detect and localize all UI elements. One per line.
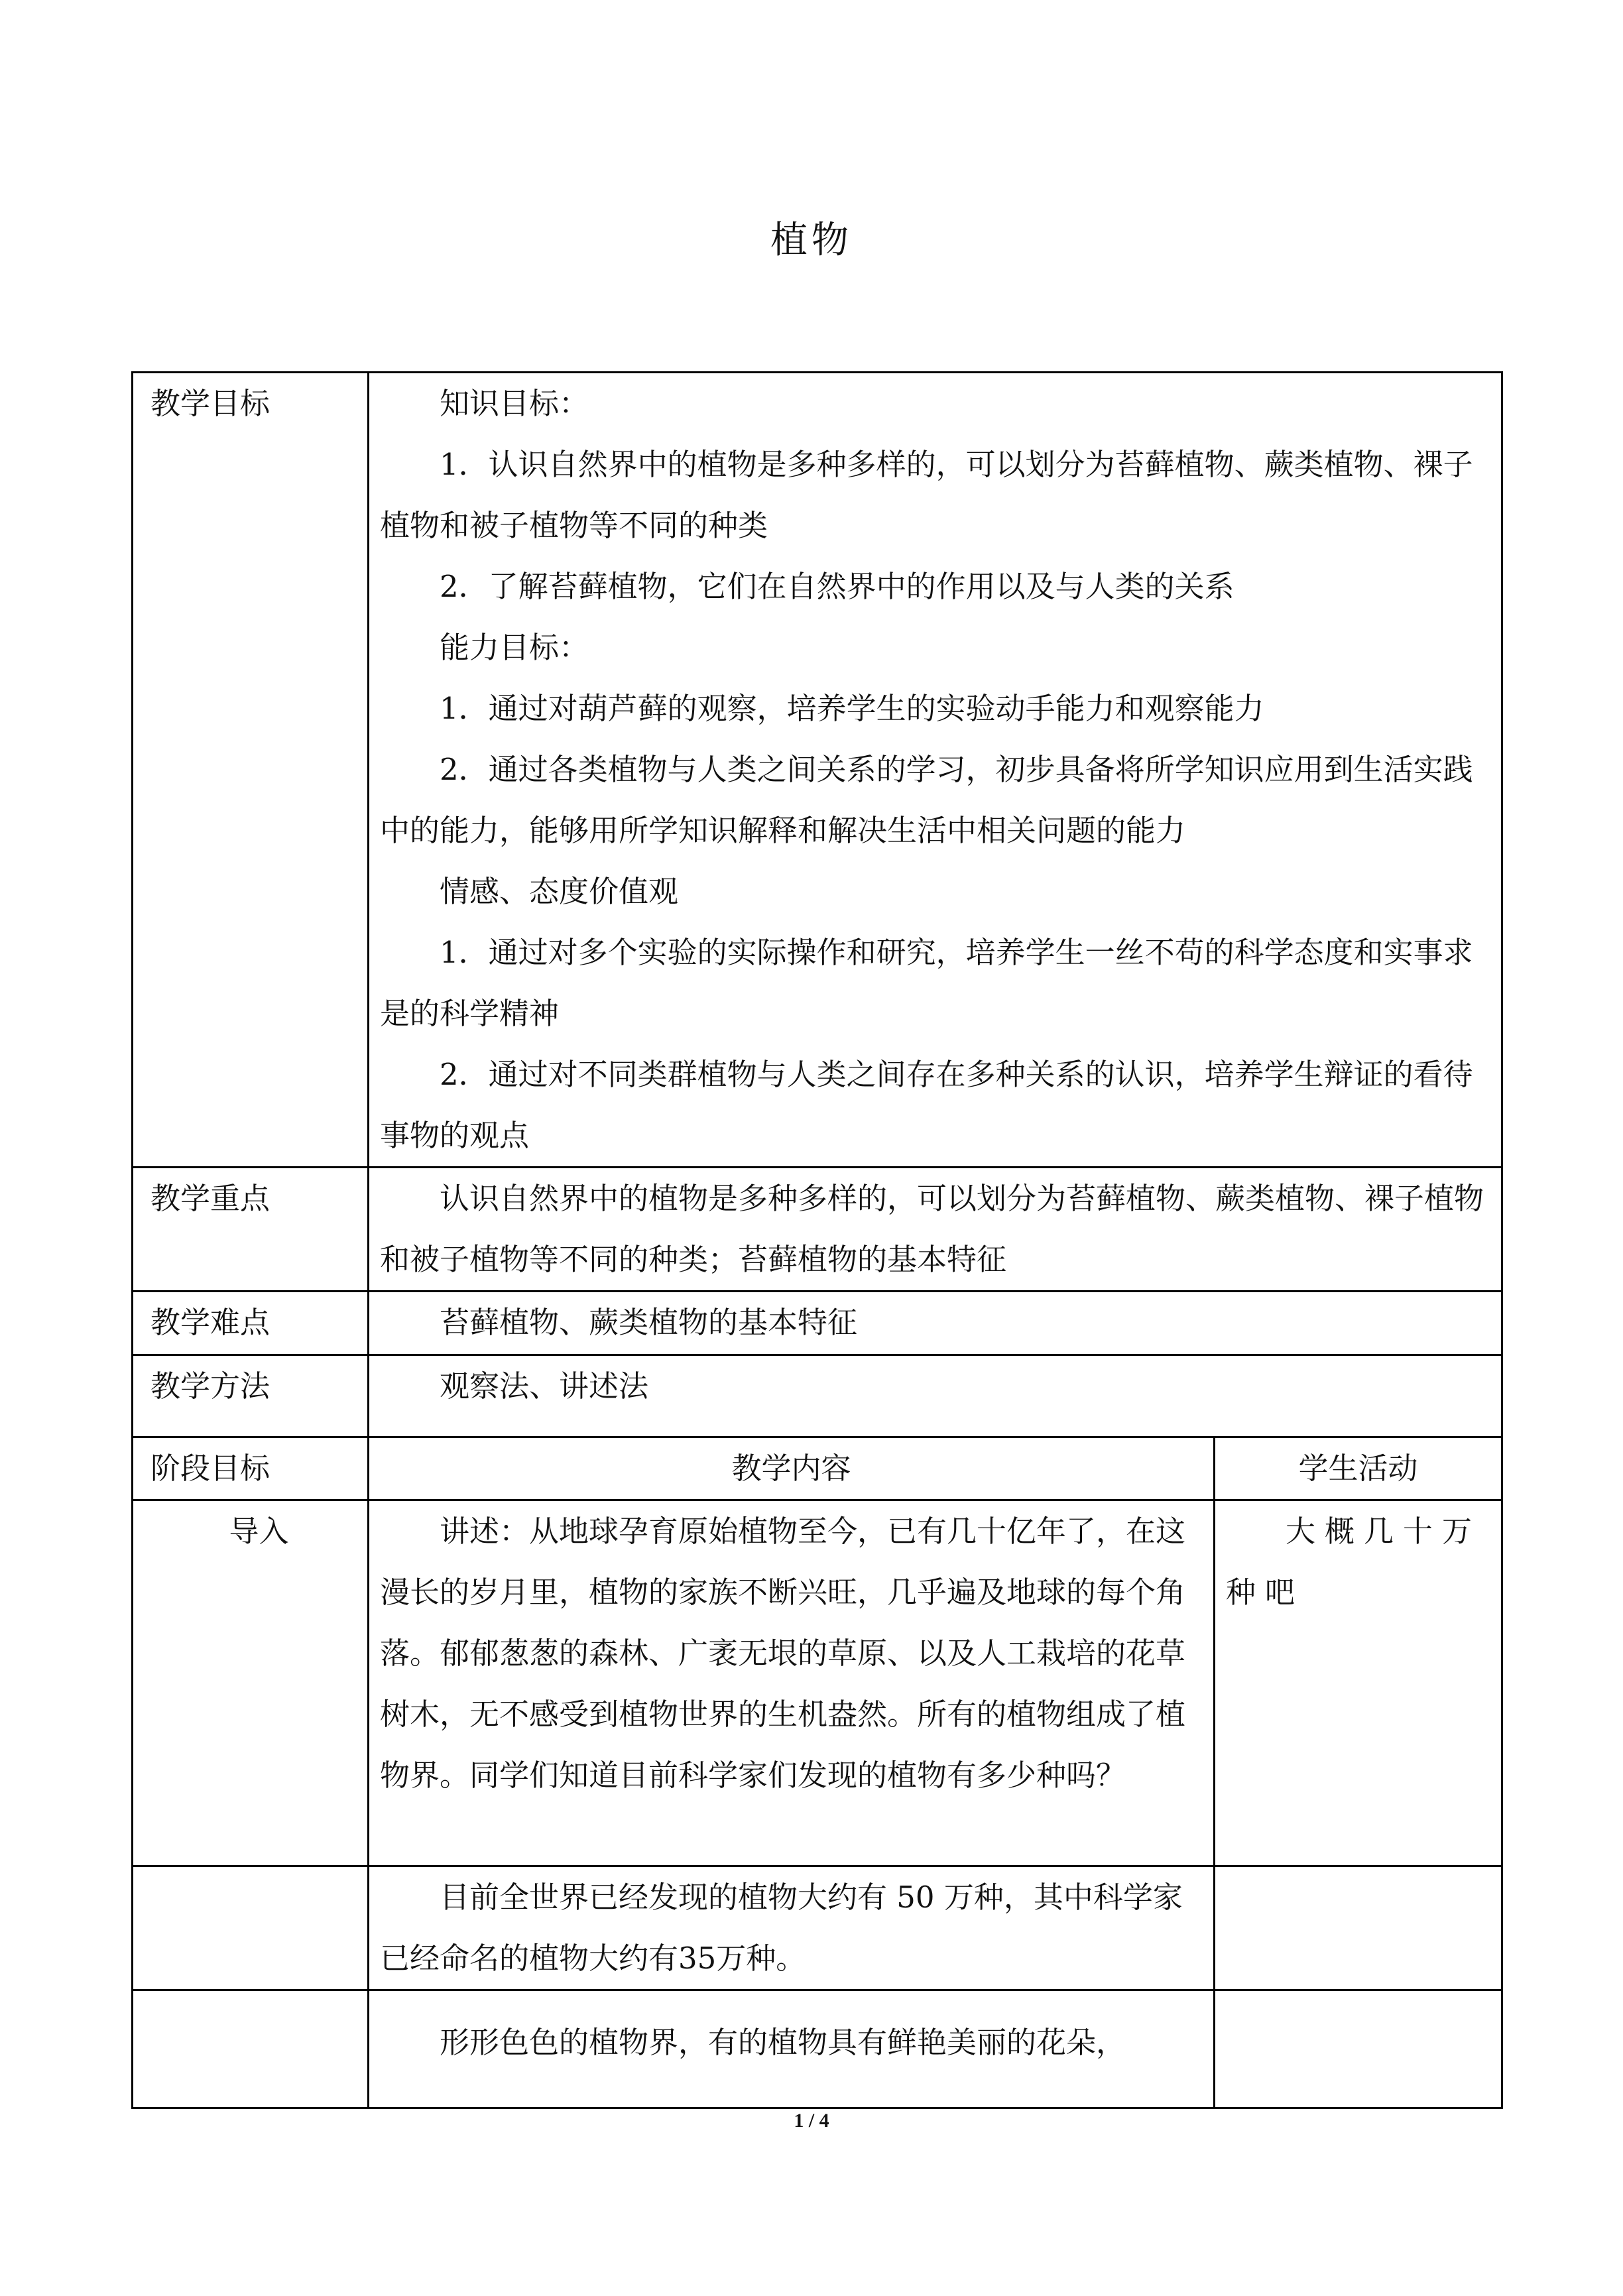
stage-cell: 导入 (133, 1500, 369, 1866)
activity-text (1215, 1866, 1502, 1990)
row-key-points (133, 1168, 1502, 1292)
goal-line: 1．通过对多个实验的实际操作和研究，培养学生一丝不苟的科学态度和实事求是的科学精神 (380, 935, 1473, 1031)
content-text: 形形色色的植物界，有的植物具有鲜艳美丽的花朵， (440, 2025, 1126, 2060)
document-title: 植物 (770, 219, 853, 262)
key-points-text: 认识自然界中的植物是多种多样的，可以划分为苔藓植物、蕨类植物、裸子植物和被子植物等不同的种类；苔藓植物的基本特征 (380, 1181, 1484, 1277)
row-methods (133, 1355, 1502, 1437)
stage-header-row (133, 1437, 1502, 1500)
difficulties-text: 苔藓植物、蕨类植物的基本特征 (440, 1305, 858, 1340)
methods-text: 观察法、讲述法 (440, 1368, 649, 1404)
stage-cell (133, 1866, 369, 1990)
activity-header: 学生活动 (1215, 1437, 1502, 1500)
page-number: 1 / 4 (794, 2110, 829, 2132)
goal-line: 1．通过对葫芦藓的观察，培养学生的实验动手能力和观察能力 (440, 691, 1264, 726)
methods-label: 教学方法 (133, 1355, 369, 1437)
stage-cell (133, 1990, 369, 2108)
goal-line: 情感、态度价值观 (440, 874, 679, 909)
difficulties-label: 教学难点 (133, 1292, 369, 1355)
goal-line: 1．认识自然界中的植物是多种多样的，可以划分为苔藓植物、蕨类植物、裸子植物和被子植物等不同的种类 (380, 447, 1473, 543)
activity-text: 大概几十万种吧 (1226, 1514, 1482, 1610)
goal-line: 2．通过对不同类群植物与人类之间存在多种关系的认识，培养学生辩证的看待事物的观点 (380, 1057, 1473, 1153)
goal-line: 知识目标： (440, 386, 589, 421)
activity-text (1215, 1990, 1502, 2108)
key-points-label: 教学重点 (133, 1168, 369, 1292)
content-header: 教学内容 (369, 1437, 1215, 1500)
teaching-goals-content (369, 373, 1502, 1168)
lesson-plan-table (131, 371, 1503, 2109)
stage-row (133, 1866, 1502, 1990)
goal-line: 2．通过各类植物与人类之间关系的学习，初步具备将所学知识应用到生活实践中的能力，能够用所学知识解释和解决生活中相关问题的能力 (380, 752, 1473, 848)
stage-header: 阶段目标 (133, 1437, 369, 1500)
content-text: 讲述：从地球孕育原始植物至今，已有几十亿年了，在这漫长的岁月里，植物的家族不断兴旺，几乎遍及地球的每个角落。郁郁葱葱的森林、广袤无垠的草原、以及人工栽培的花草树木，无不感受到植物世界的生机盎然。所有的植物组成了植物界。同学们知道目前科学家们发现的植物有多少种吗？ (380, 1514, 1186, 1793)
row-teaching-goals (133, 373, 1502, 1168)
teaching-goals-label: 教学目标 (133, 373, 369, 1168)
goal-line: 2．了解苔藓植物，它们在自然界中的作用以及与人类的关系 (440, 569, 1234, 604)
content-text: 目前全世界已经发现的植物大约有 50 万种，其中科学家已经命名的植物大约有35万种。 (380, 1880, 1183, 1976)
row-difficulties (133, 1292, 1502, 1355)
stage-row (133, 1500, 1502, 1866)
stage-row (133, 1990, 1502, 2108)
goal-line: 能力目标： (440, 630, 589, 665)
